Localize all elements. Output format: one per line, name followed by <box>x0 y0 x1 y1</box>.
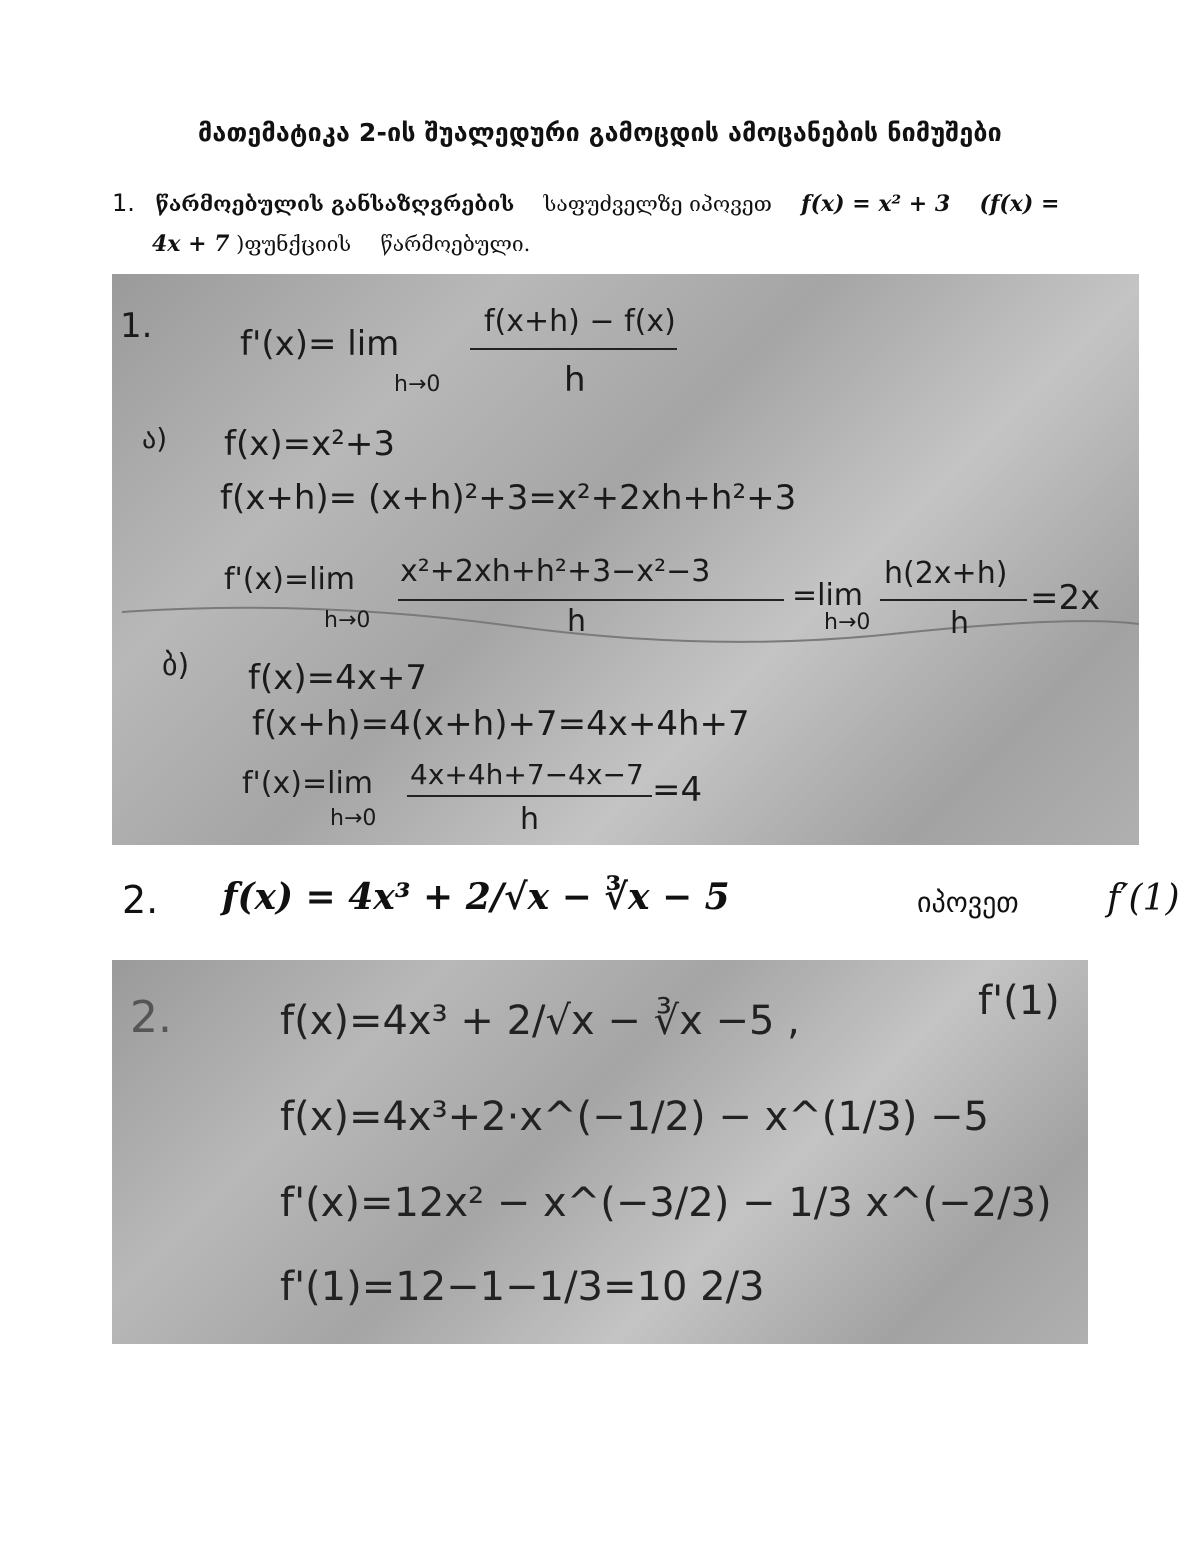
board-2-line-2: f(x)=4x³+2·x^(−1/2) − x^(1/3) −5 <box>280 1094 990 1140</box>
board-1-a-line-3-lhs: f'(x)=lim <box>224 562 356 597</box>
problem-1-number: 1. <box>112 189 135 217</box>
board-1-label: 1. <box>120 306 153 346</box>
board-1-limit-sub-1: h→0 <box>394 372 441 397</box>
problem-2-statement <box>122 868 1180 948</box>
page-title: მათემატიკა 2-ის შუალედური გამოცდის ამოცანების ნიმუშები <box>198 118 1002 147</box>
board-2-target: f'(1) <box>978 978 1060 1024</box>
board-1-a-line-3-result: =2x <box>1030 578 1101 618</box>
board-1-definition-den: h <box>564 360 586 400</box>
board-1-b-line-3-result: =4 <box>652 770 703 810</box>
board-1-definition-num: f(x+h) − f(x) <box>484 304 676 339</box>
board-1-limit-sub-3: h→0 <box>824 610 871 635</box>
board-1-a-line-3-den-2: h <box>950 606 970 641</box>
problem-2-target: f′(1) <box>1107 878 1180 919</box>
problem-1-text-d: წარმოებული. <box>380 232 531 256</box>
board-1-b-line-1: f(x)=4x+7 <box>248 658 427 698</box>
board-1-part-a-label: ა) <box>142 422 168 455</box>
problem-2-number: 2. <box>122 878 159 922</box>
problem-1-line-1 <box>112 183 1097 224</box>
board-1-a-line-3-num-2: h(2x+h) <box>884 556 1008 591</box>
problem-1-text-a: წარმოებულის განსაზღვრების <box>155 191 515 216</box>
board-1-a-line-2: f(x+h)= (x+h)²+3=x²+2xh+h²+3 <box>220 478 797 518</box>
board-1-limit-sub-2: h→0 <box>324 608 371 633</box>
problem-2-formula: f(x) = 4x³ + 2/√x − ∛x − 5 <box>222 876 730 918</box>
board-1-limit-sub-4: h→0 <box>330 806 377 831</box>
board-1-b-line-2: f(x+h)=4(x+h)+7=4x+4h+7 <box>252 704 750 744</box>
board-1-a-line-3-mid: =lim <box>792 578 864 613</box>
board-1-b-line-3-den: h <box>520 802 540 837</box>
problem-1-line-2 <box>112 224 1097 264</box>
problem-1-text-b: საფუძველზე იპოვეთ <box>543 192 772 216</box>
board-1-a-line-3-num: x²+2xh+h²+3−x²−3 <box>400 554 711 589</box>
board-1-b-line-3-num: 4x+4h+7−4x−7 <box>410 758 644 791</box>
problem-1-text-c: )ფუნქციის <box>236 232 352 256</box>
problem-2-label: იპოვეთ <box>917 886 1019 919</box>
board-1-part-b-label: ბ) <box>162 648 190 683</box>
board-2-line-3: f'(x)=12x² − x^(−3/2) − 1/3 x^(−2/3) <box>280 1180 1052 1226</box>
board-1-definition: f'(x)= lim <box>240 324 400 364</box>
board-2-label: 2. <box>130 992 172 1043</box>
board-2-line-1: f(x)=4x³ + 2/√x − ∛x −5 , <box>280 998 800 1044</box>
board-2-line-4: f'(1)=12−1−1/3=10 2/3 <box>280 1264 765 1310</box>
problem-1-math-b: (f(x) = <box>979 191 1060 217</box>
problem-1-math-c: 4x + 7 <box>152 231 230 257</box>
problem-1-statement <box>112 183 1097 264</box>
whiteboard-photo-2 <box>112 960 1088 1344</box>
board-1-b-line-3-lhs: f'(x)=lim <box>242 766 374 801</box>
board-1-a-line-1: f(x)=x²+3 <box>224 424 395 464</box>
whiteboard-photo-1 <box>112 274 1139 845</box>
board-1-a-line-3-den: h <box>567 604 587 639</box>
problem-1-math-a: f(x) = x² + 3 <box>801 191 951 217</box>
